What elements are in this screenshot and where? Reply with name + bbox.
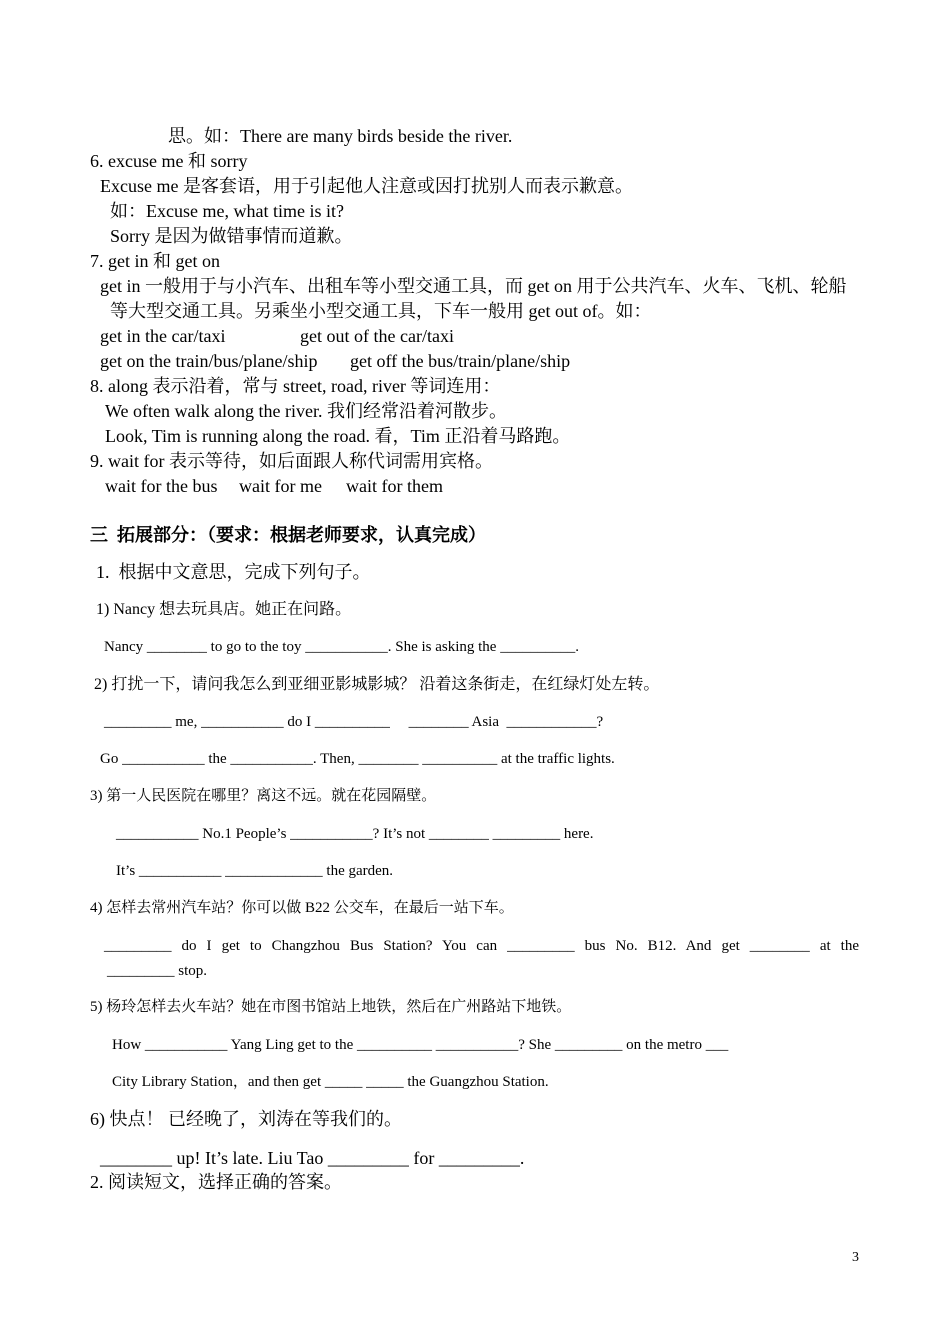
question-prompt: 1) Nancy 想去玩具店。她正在问路。	[96, 601, 352, 618]
question-answer-line: _________ me, ___________ do I __________ ________ Asia ____________?	[104, 714, 604, 730]
note-line: Excuse me 是客套语，用于引起他人注意或因打扰别人而表示歉意。	[100, 176, 633, 196]
note-line: 思。如：There are many birds beside the river.	[168, 126, 513, 146]
note-example: get out of the car/taxi	[300, 326, 454, 346]
note-example: We often walk along the river. 我们经常沿着河散步。	[105, 401, 507, 421]
note-example: wait for me	[239, 476, 322, 496]
question-prompt: 3) 第一人民医院在哪里？离这不远。就在花园隔壁。	[90, 788, 437, 804]
exercise-title: 1. 根据中文意思，完成下列句子。	[96, 562, 371, 582]
exercise-title: 2. 阅读短文，选择正确的答案。	[90, 1172, 342, 1192]
question-answer-line: Nancy ________ to go to the toy ___________. She is asking the __________.	[104, 639, 579, 655]
note-example: get off the bus/train/plane/ship	[350, 351, 571, 371]
question-answer-line: ___________ No.1 People’s ___________? It’s not ________ _________ here.	[116, 826, 594, 842]
note-example: get in the car/taxi	[100, 326, 226, 346]
note-example: wait for the bus	[105, 476, 218, 496]
note-heading-8: 8. along 表示沿着，常与 street, road, river 等词连用：	[90, 376, 501, 396]
note-example: Look, Tim is running along the road. 看，Tim 正沿着马路跑。	[105, 426, 571, 446]
question-answer-line: How ___________ Yang Ling get to the __________ ___________? She _________ on the metro ___	[112, 1037, 729, 1053]
question-answer-line: It’s ___________ _____________ the garden.	[116, 863, 394, 879]
note-example: get on the train/bus/plane/ship	[100, 351, 318, 371]
note-heading-9: 9. wait for 表示等待，如后面跟人称代词需用宾格。	[90, 451, 493, 471]
note-heading-6: 6. excuse me 和 sorry	[90, 151, 248, 171]
section-heading: 三 拓展部分：（要求：根据老师要求，认真完成）	[90, 525, 486, 545]
note-line: 等大型交通工具。另乘坐小型交通工具，下车一般用 get out of。如：	[110, 301, 652, 321]
question-prompt: 5) 杨玲怎样去火车站？她在市图书馆站上地铁，然后在广州路站下地铁。	[90, 999, 572, 1015]
question-prompt: 6) 快点！ 已经晚了，刘涛在等我们的。	[90, 1109, 402, 1129]
question-answer-line: _________ stop.	[107, 963, 208, 979]
question-answer-line: City Library Station，and then get _____ _____ the Guangzhou Station.	[112, 1074, 549, 1090]
question-prompt: 4) 怎样去常州汽车站？你可以做 B22 公交车，在最后一站下车。	[90, 900, 514, 916]
note-line: get in 一般用于与小汽车、出租车等小型交通工具，而 get on 用于公共汽车、火车、飞机、轮船	[100, 276, 847, 296]
note-line: 如：Excuse me, what time is it?	[110, 201, 344, 221]
page-number: 3	[852, 1250, 859, 1265]
question-answer-line: ________ up! It’s late. Liu Tao _________ for _________.	[100, 1148, 525, 1168]
question-answer-line: _________ do I get to Changzhou Bus Station? You can _________ bus No. B12. And get ________ at the	[104, 938, 859, 954]
note-example: wait for them	[346, 476, 443, 496]
note-line: Sorry 是因为做错事情而道歉。	[110, 226, 353, 246]
question-answer-line: Go ___________ the ___________. Then, ________ __________ at the traffic lights.	[100, 751, 615, 767]
note-heading-7: 7. get in 和 get on	[90, 251, 220, 271]
question-prompt: 2) 打扰一下，请问我怎么到亚细亚影城影城？ 沿着这条街走，在红绿灯处左转。	[94, 676, 660, 693]
